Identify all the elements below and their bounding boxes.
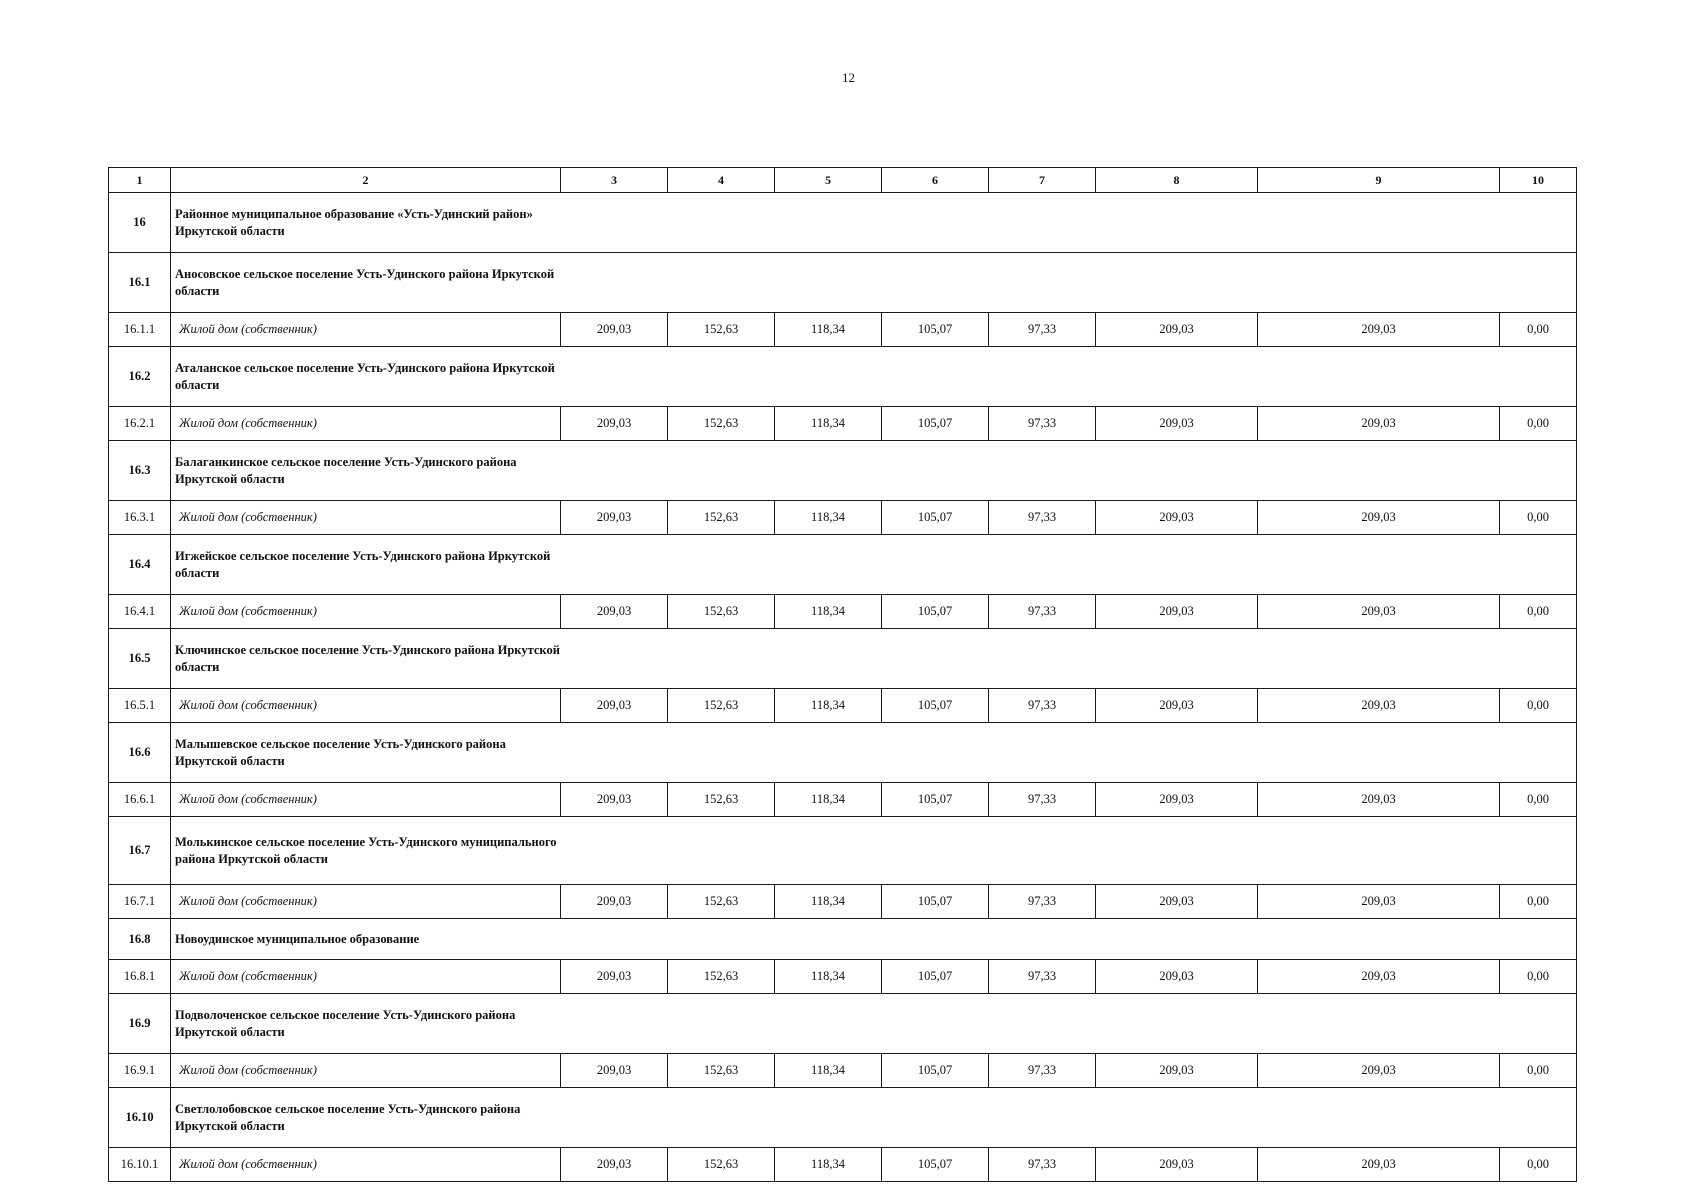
group-name-cell bbox=[171, 193, 1577, 253]
table-row bbox=[109, 1054, 1577, 1088]
value-cell: 209,03 bbox=[1258, 689, 1500, 723]
group-name-cell bbox=[171, 629, 1577, 689]
row-number: 16.5.1 bbox=[109, 689, 171, 723]
value-cell: 209,03 bbox=[1096, 595, 1258, 629]
value-cell: 209,03 bbox=[561, 885, 668, 919]
row-number: 16.1.1 bbox=[109, 313, 171, 347]
row-name: Жилой дом (собственник) bbox=[171, 595, 561, 629]
row-number: 16.7.1 bbox=[109, 885, 171, 919]
value-cell: 209,03 bbox=[561, 1054, 668, 1088]
value-cell: 209,03 bbox=[561, 689, 668, 723]
value-cell: 0,00 bbox=[1500, 783, 1577, 817]
value-cell: 105,07 bbox=[882, 1054, 989, 1088]
value-cell: 209,03 bbox=[1258, 885, 1500, 919]
value-cell: 118,34 bbox=[775, 1054, 882, 1088]
value-cell: 97,33 bbox=[989, 1054, 1096, 1088]
group-name-cell bbox=[171, 253, 1577, 313]
value-cell: 118,34 bbox=[775, 689, 882, 723]
group-name: Игжейское сельское поселение Усть-Удинского района Иркутской области bbox=[175, 548, 551, 580]
row-name: Жилой дом (собственник) bbox=[171, 313, 561, 347]
value-cell: 152,63 bbox=[668, 1148, 775, 1182]
value-cell: 152,63 bbox=[668, 783, 775, 817]
group-number: 16.3 bbox=[109, 441, 171, 501]
value-cell: 0,00 bbox=[1500, 1054, 1577, 1088]
header-cell: 10 bbox=[1500, 168, 1577, 193]
value-cell: 209,03 bbox=[1096, 1148, 1258, 1182]
value-cell: 118,34 bbox=[775, 783, 882, 817]
value-cell: 152,63 bbox=[668, 960, 775, 994]
value-cell: 0,00 bbox=[1500, 313, 1577, 347]
row-name: Жилой дом (собственник) bbox=[171, 407, 561, 441]
group-name: Аносовское сельское поселение Усть-Удинского района Иркутской области bbox=[175, 266, 555, 298]
value-cell: 209,03 bbox=[1258, 313, 1500, 347]
group-number: 16.7 bbox=[109, 817, 171, 885]
value-cell: 105,07 bbox=[882, 501, 989, 535]
group-number: 16.6 bbox=[109, 723, 171, 783]
group-number: 16.8 bbox=[109, 919, 171, 960]
group-name-cell bbox=[171, 441, 1577, 501]
row-name: Жилой дом (собственник) bbox=[171, 1148, 561, 1182]
value-cell: 152,63 bbox=[668, 1054, 775, 1088]
value-cell: 152,63 bbox=[668, 595, 775, 629]
table-row bbox=[109, 960, 1577, 994]
value-cell: 209,03 bbox=[561, 501, 668, 535]
value-cell: 209,03 bbox=[1096, 313, 1258, 347]
value-cell: 152,63 bbox=[668, 501, 775, 535]
header-cell: 3 bbox=[561, 168, 668, 193]
value-cell: 105,07 bbox=[882, 313, 989, 347]
group-number: 16 bbox=[109, 193, 171, 253]
group-name: Аталанское сельское поселение Усть-Удинского района Иркутской области bbox=[175, 360, 555, 392]
value-cell: 118,34 bbox=[775, 407, 882, 441]
header-cell: 4 bbox=[668, 168, 775, 193]
group-number: 16.2 bbox=[109, 347, 171, 407]
group-row bbox=[109, 1088, 1577, 1148]
row-name: Жилой дом (собственник) bbox=[171, 885, 561, 919]
value-cell: 209,03 bbox=[1096, 689, 1258, 723]
table-row bbox=[109, 501, 1577, 535]
value-cell: 152,63 bbox=[668, 689, 775, 723]
value-cell: 105,07 bbox=[882, 783, 989, 817]
value-cell: 118,34 bbox=[775, 1148, 882, 1182]
group-name: Подволоченское сельское поселение Усть-Удинского района Иркутской области bbox=[175, 1007, 516, 1039]
group-name-cell bbox=[171, 723, 1577, 783]
header-row bbox=[109, 168, 1577, 193]
value-cell: 97,33 bbox=[989, 501, 1096, 535]
value-cell: 209,03 bbox=[561, 783, 668, 817]
value-cell: 105,07 bbox=[882, 1148, 989, 1182]
value-cell: 209,03 bbox=[1258, 1054, 1500, 1088]
value-cell: 105,07 bbox=[882, 595, 989, 629]
value-cell: 118,34 bbox=[775, 595, 882, 629]
group-row bbox=[109, 347, 1577, 407]
row-name: Жилой дом (собственник) bbox=[171, 960, 561, 994]
group-number: 16.1 bbox=[109, 253, 171, 313]
page-number: 12 bbox=[842, 70, 855, 85]
table-row bbox=[109, 595, 1577, 629]
value-cell: 105,07 bbox=[882, 407, 989, 441]
value-cell: 152,63 bbox=[668, 885, 775, 919]
value-cell: 209,03 bbox=[1096, 885, 1258, 919]
table-row bbox=[109, 689, 1577, 723]
row-number: 16.6.1 bbox=[109, 783, 171, 817]
value-cell: 97,33 bbox=[989, 885, 1096, 919]
value-cell: 209,03 bbox=[1258, 595, 1500, 629]
value-cell: 97,33 bbox=[989, 595, 1096, 629]
group-name-cell bbox=[171, 994, 1577, 1054]
table-body bbox=[109, 168, 1577, 1182]
group-number: 16.5 bbox=[109, 629, 171, 689]
value-cell: 209,03 bbox=[1096, 960, 1258, 994]
row-number: 16.10.1 bbox=[109, 1148, 171, 1182]
group-name: Балаганкинское сельское поселение Усть-Удинского района Иркутской области bbox=[175, 454, 517, 486]
value-cell: 0,00 bbox=[1500, 689, 1577, 723]
group-row bbox=[109, 253, 1577, 313]
value-cell: 209,03 bbox=[1096, 407, 1258, 441]
value-cell: 209,03 bbox=[1096, 501, 1258, 535]
row-name: Жилой дом (собственник) bbox=[171, 501, 561, 535]
group-number: 16.9 bbox=[109, 994, 171, 1054]
value-cell: 0,00 bbox=[1500, 885, 1577, 919]
value-cell: 152,63 bbox=[668, 313, 775, 347]
row-name: Жилой дом (собственник) bbox=[171, 783, 561, 817]
row-number: 16.4.1 bbox=[109, 595, 171, 629]
value-cell: 105,07 bbox=[882, 689, 989, 723]
value-cell: 118,34 bbox=[775, 885, 882, 919]
group-row bbox=[109, 535, 1577, 595]
group-name: Новоудинское муниципальное образование bbox=[175, 931, 420, 946]
value-cell: 209,03 bbox=[561, 595, 668, 629]
value-cell: 209,03 bbox=[1258, 783, 1500, 817]
value-cell: 209,03 bbox=[561, 313, 668, 347]
group-row bbox=[109, 723, 1577, 783]
row-number: 16.3.1 bbox=[109, 501, 171, 535]
group-number: 16.4 bbox=[109, 535, 171, 595]
group-number: 16.10 bbox=[109, 1088, 171, 1148]
table-row bbox=[109, 1148, 1577, 1182]
group-name-cell bbox=[171, 535, 1577, 595]
header-cell: 7 bbox=[989, 168, 1096, 193]
value-cell: 97,33 bbox=[989, 783, 1096, 817]
header-cell: 6 bbox=[882, 168, 989, 193]
header-cell: 1 bbox=[109, 168, 171, 193]
group-row bbox=[109, 817, 1577, 885]
value-cell: 209,03 bbox=[561, 1148, 668, 1182]
table-row bbox=[109, 885, 1577, 919]
value-cell: 97,33 bbox=[989, 313, 1096, 347]
value-cell: 118,34 bbox=[775, 501, 882, 535]
group-row bbox=[109, 193, 1577, 253]
row-number: 16.9.1 bbox=[109, 1054, 171, 1088]
value-cell: 0,00 bbox=[1500, 595, 1577, 629]
group-name-cell bbox=[171, 817, 1577, 885]
value-cell: 105,07 bbox=[882, 960, 989, 994]
table-row bbox=[109, 313, 1577, 347]
group-row bbox=[109, 441, 1577, 501]
value-cell: 209,03 bbox=[1258, 960, 1500, 994]
group-name: Молькинское сельское поселение Усть-Удинского муниципального района Иркутской области bbox=[175, 834, 557, 866]
row-number: 16.8.1 bbox=[109, 960, 171, 994]
value-cell: 118,34 bbox=[775, 313, 882, 347]
header-cell: 2 bbox=[171, 168, 561, 193]
group-name-cell bbox=[171, 347, 1577, 407]
group-row bbox=[109, 994, 1577, 1054]
value-cell: 209,03 bbox=[1096, 783, 1258, 817]
table-row bbox=[109, 783, 1577, 817]
group-name-cell bbox=[171, 919, 1577, 960]
row-number: 16.2.1 bbox=[109, 407, 171, 441]
value-cell: 97,33 bbox=[989, 407, 1096, 441]
value-cell: 209,03 bbox=[561, 960, 668, 994]
group-name: Районное муниципальное образование «Усть-Удинский район» Иркутской области bbox=[175, 206, 533, 238]
value-cell: 152,63 bbox=[668, 407, 775, 441]
group-name: Малышевское сельское поселение Усть-Удинского района Иркутской области bbox=[175, 736, 506, 768]
group-name: Светлолобовское сельское поселение Усть-Удинского района Иркутской области bbox=[175, 1101, 521, 1133]
value-cell: 209,03 bbox=[1096, 1054, 1258, 1088]
group-name-cell bbox=[171, 1088, 1577, 1148]
value-cell: 209,03 bbox=[1258, 1148, 1500, 1182]
value-cell: 97,33 bbox=[989, 1148, 1096, 1182]
value-cell: 105,07 bbox=[882, 885, 989, 919]
value-cell: 209,03 bbox=[1258, 501, 1500, 535]
header-cell: 8 bbox=[1096, 168, 1258, 193]
table-row bbox=[109, 407, 1577, 441]
header-cell: 9 bbox=[1258, 168, 1500, 193]
value-cell: 97,33 bbox=[989, 689, 1096, 723]
value-cell: 0,00 bbox=[1500, 407, 1577, 441]
value-cell: 0,00 bbox=[1500, 960, 1577, 994]
value-cell: 0,00 bbox=[1500, 1148, 1577, 1182]
row-name: Жилой дом (собственник) bbox=[171, 1054, 561, 1088]
group-name: Ключинское сельское поселение Усть-Удинского района Иркутской области bbox=[175, 642, 560, 674]
value-cell: 118,34 bbox=[775, 960, 882, 994]
value-cell: 209,03 bbox=[561, 407, 668, 441]
header-cell: 5 bbox=[775, 168, 882, 193]
group-row bbox=[109, 629, 1577, 689]
tariff-table bbox=[108, 167, 1577, 1182]
value-cell: 209,03 bbox=[1258, 407, 1500, 441]
row-name: Жилой дом (собственник) bbox=[171, 689, 561, 723]
value-cell: 97,33 bbox=[989, 960, 1096, 994]
value-cell: 0,00 bbox=[1500, 501, 1577, 535]
group-row bbox=[109, 919, 1577, 960]
